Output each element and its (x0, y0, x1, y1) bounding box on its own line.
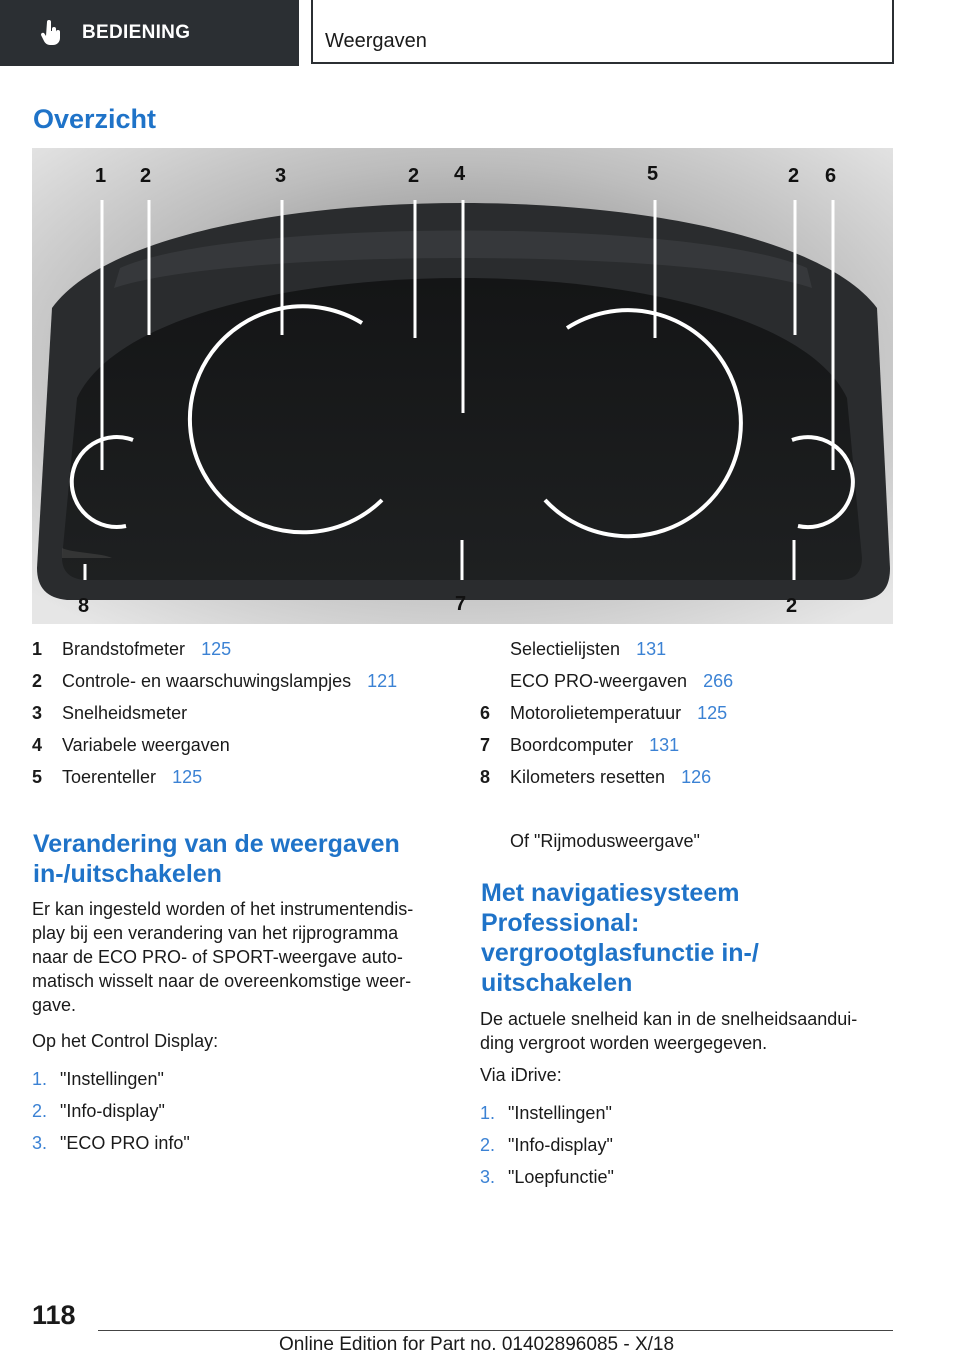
callout-2d: 2 (786, 595, 798, 617)
callout-2a: 2 (140, 165, 152, 187)
section-title-magnifier-line2: Professional: (481, 909, 640, 937)
step-list (32, 1067, 190, 1155)
chapter-title: Weergaven (325, 30, 427, 52)
callout-2b: 2 (408, 165, 420, 187)
hand-pointer-icon (40, 20, 62, 46)
page-link[interactable]: 126 (681, 767, 712, 787)
step-item: 3. "ECO PRO info" (32, 1133, 190, 1153)
page-link[interactable]: 125 (697, 703, 728, 723)
callout-4: 4 (454, 163, 466, 185)
section-tab (0, 0, 299, 66)
page-number: 118 (32, 1300, 76, 1330)
section-title-toggle-line1: Verandering van de weergaven (33, 830, 400, 858)
instruction-intro: Op het Control Display: (32, 1031, 219, 1051)
page-link[interactable]: 131 (636, 639, 667, 659)
callout-8: 8 (78, 595, 90, 617)
page-link[interactable]: 125 (172, 767, 203, 787)
step-list (480, 1101, 614, 1189)
callout-1: 1 (95, 165, 107, 187)
section-title-magnifier-line1: Met navigatiesysteem (481, 879, 740, 907)
callout-5: 5 (647, 163, 659, 185)
page-link[interactable]: 125 (201, 639, 232, 659)
step-item: 1. "Instellingen" (32, 1069, 164, 1089)
page-link[interactable]: 266 (703, 671, 734, 691)
step-item: 2. "Info-display" (480, 1135, 613, 1155)
section-title-toggle-line2: in-/uitschakelen (33, 860, 222, 888)
instruction-intro: Via iDrive: (480, 1065, 562, 1085)
callout-3: 3 (275, 165, 287, 187)
instrument-cluster-image (32, 148, 893, 624)
page-link[interactable]: 121 (367, 671, 398, 691)
section-body: De actuele snelheid kan in de snelheidsaandui- ding vergroot worden weergegeven. (480, 1009, 858, 1053)
callout-7: 7 (455, 593, 467, 615)
callout-6: 6 (825, 165, 837, 187)
alt-option-note: Of "Rijmodusweergave" (510, 831, 700, 851)
step-item: 2. "Info-display" (32, 1101, 165, 1121)
footer-divider (98, 1330, 893, 1331)
section-title-magnifier-line3: vergrootglasfunctie in-/ (481, 939, 759, 967)
section-label: BEDIENING (82, 22, 191, 43)
section-body: Er kan ingesteld worden of het instrumentendis- play bij een verandering van het rijprogramma naar de ECO PRO- of SPORT-weergave auto- matisch wisselt naar de overeenkomstige weer- gave. (32, 899, 414, 1015)
page-link[interactable]: 131 (649, 735, 680, 755)
section-title-magnifier-line4: uitschakelen (481, 969, 633, 997)
edition-note: Online Edition for Part no. 01402896085 - X/18 (279, 1334, 675, 1355)
step-item: 3. "Loepfunctie" (480, 1167, 614, 1187)
step-item: 1. "Instellingen" (480, 1103, 612, 1123)
overview-title: Overzicht (33, 104, 157, 134)
callout-2c: 2 (788, 165, 800, 187)
